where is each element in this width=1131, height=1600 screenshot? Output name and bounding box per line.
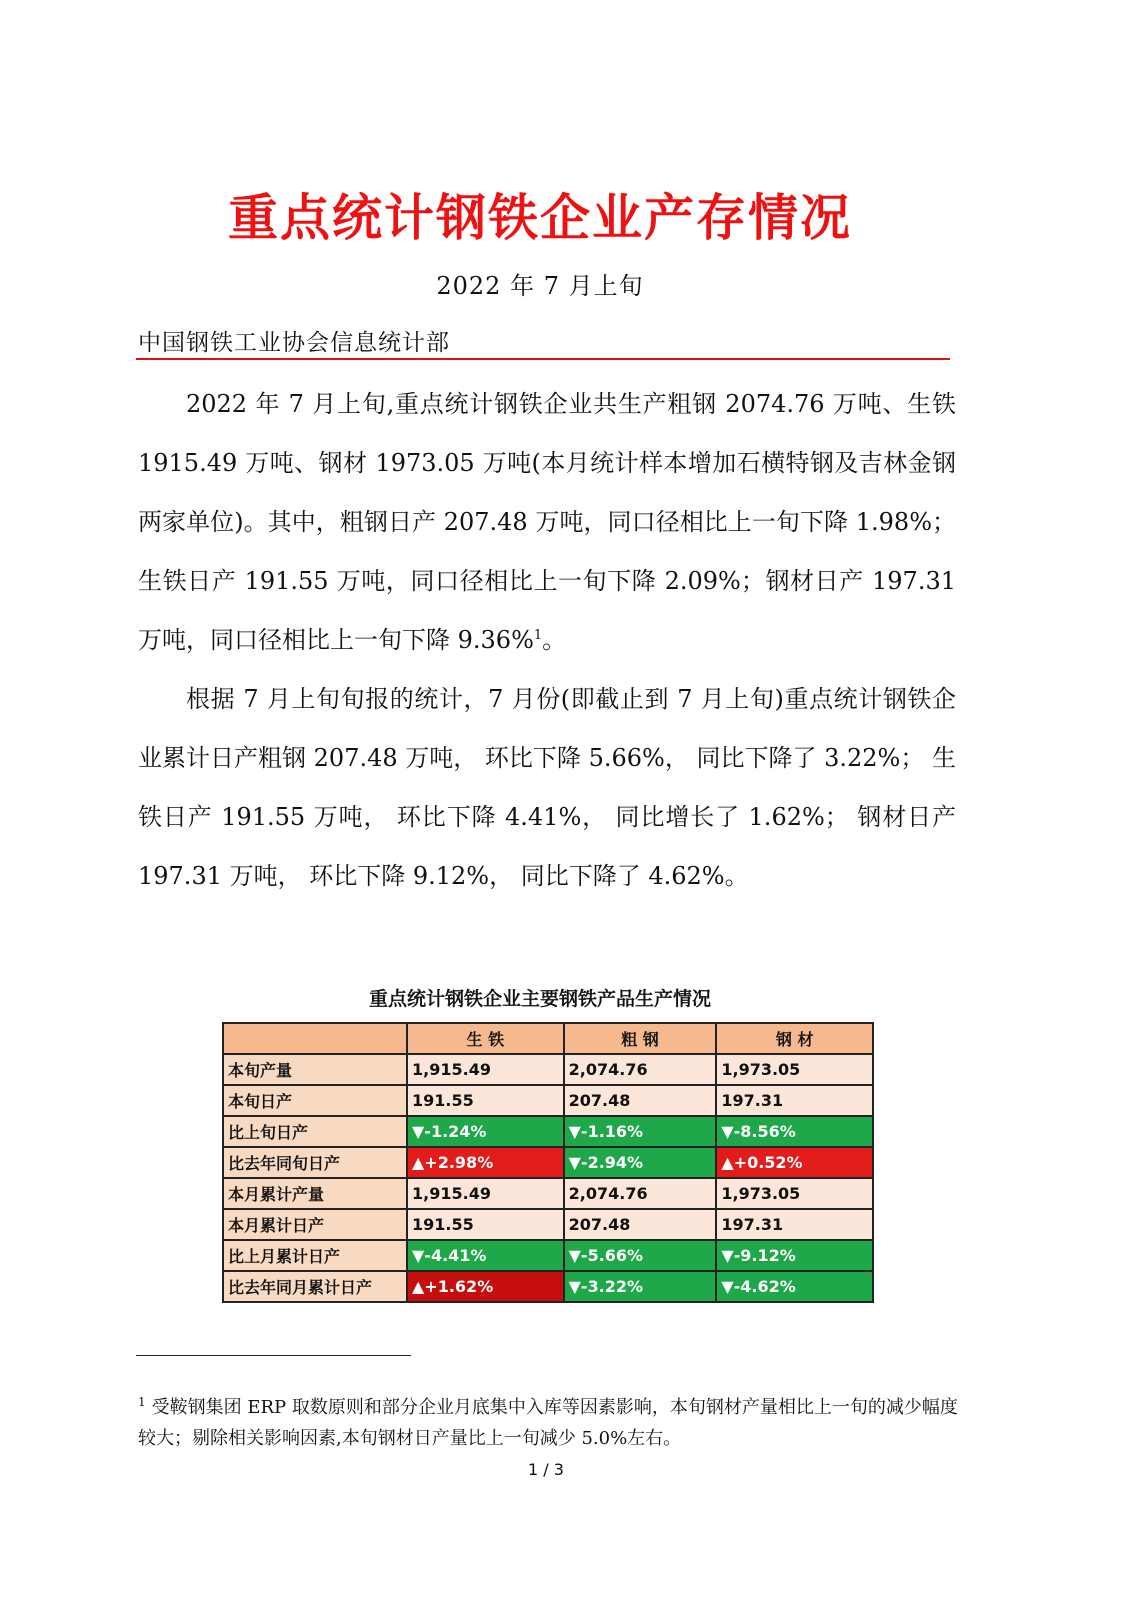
table-cell: 1,973.05 <box>716 1054 873 1085</box>
table-row <box>223 1085 873 1116</box>
row-label: 比去年同月累计日产 <box>223 1271 407 1302</box>
footnote-ref[interactable]: 1 <box>533 628 543 643</box>
production-table <box>222 1022 874 1303</box>
table-cell: ▲+2.98% <box>407 1147 564 1178</box>
table-cell: ▼-8.56% <box>716 1116 873 1147</box>
table-cell: ▼-2.94% <box>564 1147 717 1178</box>
table-cell: 207.48 <box>564 1085 717 1116</box>
table-cell: ▼-4.41% <box>407 1240 564 1271</box>
table-cell: 191.55 <box>407 1085 564 1116</box>
footnote-mark: 1 <box>138 1395 146 1409</box>
table-cell: ▼-3.22% <box>564 1271 717 1302</box>
table-cell: 197.31 <box>716 1085 873 1116</box>
organization: 中国钢铁工业协会信息统计部 <box>138 330 450 356</box>
header-corner <box>223 1023 407 1054</box>
row-label: 本月累计日产 <box>223 1209 407 1240</box>
table-cell: ▼-4.62% <box>716 1271 873 1302</box>
header-pig-iron: 生 铁 <box>407 1023 564 1054</box>
table-row <box>223 1116 873 1147</box>
row-label: 本旬日产 <box>223 1085 407 1116</box>
header-steel-products: 钢 材 <box>716 1023 873 1054</box>
table-row <box>223 1178 873 1209</box>
row-label: 本月累计产量 <box>223 1178 407 1209</box>
table-row <box>223 1147 873 1178</box>
footnote-text: 受鞍钢集团 ERP 取数原则和部分企业月底集中入库等因素影响，本旬钢材产量相比上一旬的减少幅度较大；剔除相关影响因素,本旬钢材日产量比上一旬减少 5.0%左右。 <box>138 1397 958 1449</box>
summary-end: 。 <box>542 626 567 654</box>
table-cell: 2,074.76 <box>564 1054 717 1085</box>
report-date: 2022 年 7 月上旬 <box>436 272 644 300</box>
row-label: 比上月累计日产 <box>223 1240 407 1271</box>
table-cell: 197.31 <box>716 1209 873 1240</box>
footnote-divider <box>136 1355 411 1356</box>
footnote <box>138 1392 958 1454</box>
table-cell: 207.48 <box>564 1209 717 1240</box>
monthly-paragraph: 根据 7 月上旬旬报的统计，7 月份(即截止到 7 月上旬)重点统计钢铁企业累计日产粗钢 207.48 万吨， 环比下降 5.66%， 同比下降了 3.22%； 生铁日产 191.55 万吨， 环比下降 4.41%， 同比增长了 1.62%； 钢材日产 197.31 万吨， 环比下降 9.12%， 同比下降了 4.62%。 <box>138 685 956 890</box>
table-cell: ▼-1.16% <box>564 1116 717 1147</box>
summary-paragraph <box>138 375 956 670</box>
table-row <box>223 1209 873 1240</box>
table-cell: ▼-9.12% <box>716 1240 873 1271</box>
table-cell: ▲+1.62% <box>407 1271 564 1302</box>
row-label: 比上旬日产 <box>223 1116 407 1147</box>
table-row <box>223 1240 873 1271</box>
table-header-row <box>223 1023 873 1054</box>
table-cell: 1,973.05 <box>716 1178 873 1209</box>
table-cell: ▼-5.66% <box>564 1240 717 1271</box>
summary-text: 2022 年 7 月上旬,重点统计钢铁企业共生产粗钢 2074.76 万吨、生铁 1915.49 万吨、钢材 1973.05 万吨(本月统计样本增加石横特钢及吉林金钢两家单位)。其中，粗钢日产 207.48 万吨，同口径相比上一旬下降 1.98%；生铁日产 191.55 万吨，同口径相比上一旬下降 2.09%；钢材日产 197.31 万吨，同口径相比上一旬下降 9.36% <box>138 390 956 654</box>
table-cell: 1,915.49 <box>407 1054 564 1085</box>
table-row <box>223 1054 873 1085</box>
table-cell: ▲+0.52% <box>716 1147 873 1178</box>
row-label: 比去年同旬日产 <box>223 1147 407 1178</box>
document-title: 重点统计钢铁企业产存情况 <box>228 189 852 247</box>
table-title: 重点统计钢铁企业主要钢铁产品生产情况 <box>368 988 711 1010</box>
page-number: 1 / 3 <box>528 1460 564 1479</box>
table-cell: ▼-1.24% <box>407 1116 564 1147</box>
table-cell: 2,074.76 <box>564 1178 717 1209</box>
table-cell: 1,915.49 <box>407 1178 564 1209</box>
row-label: 本旬产量 <box>223 1054 407 1085</box>
header-crude-steel: 粗 钢 <box>564 1023 717 1054</box>
header-divider <box>136 358 950 360</box>
table-cell: 191.55 <box>407 1209 564 1240</box>
table-row <box>223 1271 873 1302</box>
